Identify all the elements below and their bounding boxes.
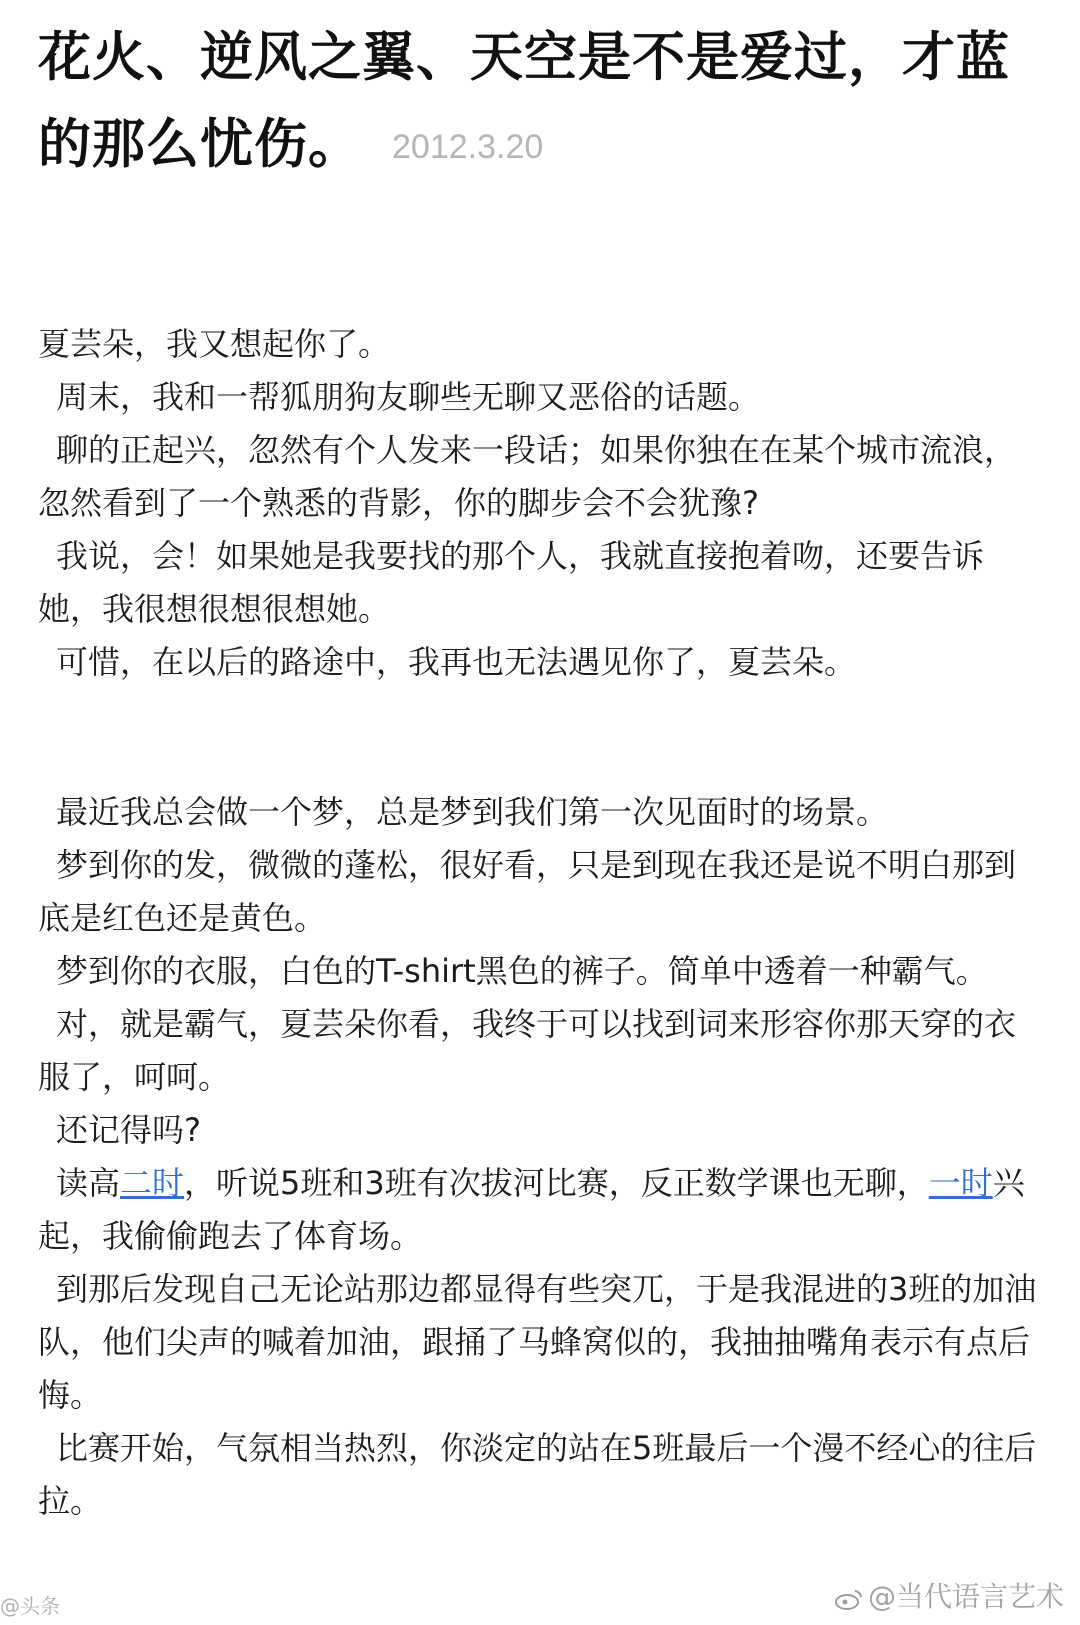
article-date: 2012.3.20 [392,128,544,166]
watermark-right-text: @当代语言艺术 [867,1580,1064,1613]
paragraph: 聊的正起兴，忽然有个人发来一段话；如果你独在在某个城市流浪，忽然看到了一个熟悉的背影，你的脚步会不会犹豫? [38,431,1017,522]
paragraph: 梦到你的衣服，白色的T-shirt黑色的裤子。简单中透着一种霸气。 [56,952,988,990]
watermark-left: @头条 [0,1594,60,1618]
paragraph: 还记得吗? [56,1111,201,1149]
paragraph: 最近我总会做一个梦，总是梦到我们第一次见面时的场景。 [56,793,889,831]
paragraph: 夏芸朵，我又想起你了。 [38,325,391,363]
article-title [38,14,1048,191]
paragraph: 周末，我和一帮狐朋狗友聊些无聊又恶俗的话题。 [56,378,761,416]
article-section-1 [38,318,1038,689]
paragraph: 梦到你的发，微微的蓬松，很好看，只是到现在我还是说不明白那到底是红色还是黄色。 [38,846,1017,937]
link-yi-shi[interactable]: 一时 [928,1164,993,1202]
paragraph-text: 兴起，我偷偷跑去了体育场。 [38,1164,1025,1255]
paragraph-with-links [38,1157,1038,1263]
paragraph: 对，就是霸气，夏芸朵你看，我终于可以找到词来形容你那天穿的衣服了，呵呵。 [38,1005,1017,1096]
article-title-text: 花火、逆风之翼、天空是不是爱过，才蓝的那么忧伤。 [38,27,1010,175]
article-section-2 [38,786,1038,1528]
paragraph-text: ，听说5班和3班有次拔河比赛，反正数学课也无聊， [184,1164,929,1202]
watermark-right [834,1575,1064,1615]
paragraph: 可惜，在以后的路途中，我再也无法遇见你了，夏芸朵。 [56,643,857,681]
paragraph: 到那后发现自己无论站那边都显得有些突兀，于是我混进的3班的加油队，他们尖声的喊着加油，跟捅了马蜂窝似的，我抽抽嘴角表示有点后悔。 [38,1270,1037,1414]
paragraph: 我说，会！如果她是我要找的那个人，我就直接抱着吻，还要告诉她，我很想很想很想她。 [38,537,985,628]
paragraph-text: 读高 [56,1164,121,1202]
paragraph: 比赛开始，气氛相当热烈，你淡定的站在5班最后一个漫不经心的往后拉。 [38,1429,1037,1520]
link-er-shi[interactable]: 二时 [120,1164,185,1202]
weibo-icon [834,1584,864,1606]
